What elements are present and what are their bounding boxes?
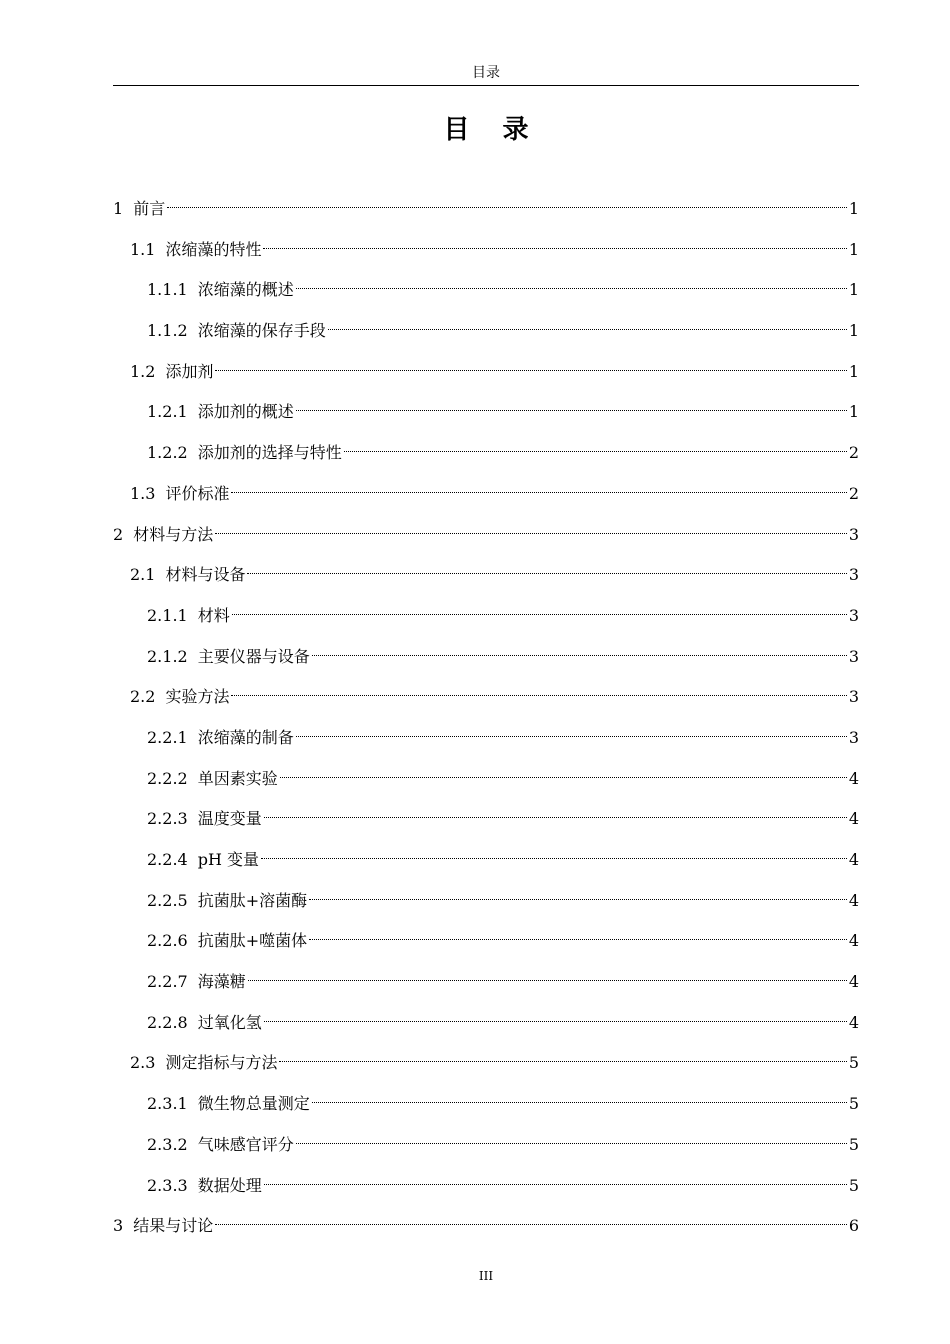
toc-dot-leader <box>247 554 846 580</box>
toc-entry-label: 材料与设备 <box>165 565 246 585</box>
toc-entry-page: 6 <box>848 1216 859 1236</box>
toc-dot-leader <box>309 880 847 906</box>
toc-entry-number: 3 <box>113 1216 124 1236</box>
toc-entry-label: 测定指标与方法 <box>165 1053 278 1073</box>
toc-entry[interactable] <box>113 717 859 758</box>
toc-entry[interactable] <box>113 798 859 839</box>
header-rule <box>113 85 859 86</box>
toc-entry[interactable] <box>113 1083 859 1124</box>
toc-dot-leader <box>312 1083 847 1109</box>
toc-entry-label: 结果与讨论 <box>133 1216 214 1236</box>
toc-entry-label: 浓缩藻的保存手段 <box>197 321 326 341</box>
toc-entry-number: 2.1 <box>130 565 156 585</box>
toc-entry-page: 5 <box>848 1175 859 1195</box>
toc-entry-page: 3 <box>848 565 859 585</box>
toc-entry-label: 添加剂的选择与特性 <box>197 443 342 463</box>
toc-entry-label: 浓缩藻的概述 <box>197 280 294 300</box>
toc-dot-leader <box>309 920 847 946</box>
toc-entry[interactable] <box>113 880 859 921</box>
toc-entry-label: 数据处理 <box>197 1175 262 1195</box>
toc-entry-number: 1.3 <box>130 483 156 503</box>
toc-entry-number: 1 <box>113 199 124 218</box>
toc-entry[interactable] <box>113 758 859 799</box>
toc-entry-number: 2.1.1 <box>147 605 188 625</box>
toc-dot-leader <box>296 717 847 743</box>
toc-entry[interactable] <box>113 554 859 595</box>
toc-entry-label: 温度变量 <box>197 809 262 829</box>
toc-entry[interactable] <box>113 188 859 229</box>
toc-entry-page: 4 <box>848 972 859 992</box>
toc-entry[interactable] <box>113 636 859 677</box>
toc-entry-page: 5 <box>848 1134 859 1154</box>
toc-entry-number: 2.1.2 <box>147 646 188 666</box>
toc-dot-leader <box>215 1205 847 1231</box>
toc-entry-page: 4 <box>848 850 859 869</box>
toc-entry[interactable] <box>113 595 859 636</box>
toc-entry-label: 微生物总量测定 <box>197 1094 310 1114</box>
toc-entry-page: 1 <box>848 199 859 218</box>
toc-entry[interactable] <box>113 961 859 1002</box>
table-of-contents <box>113 188 859 1246</box>
toc-entry-number: 2.2.6 <box>147 931 188 951</box>
toc-entry-number: 1.2.1 <box>147 402 188 422</box>
toc-entry-label: 单因素实验 <box>197 768 278 788</box>
toc-dot-leader <box>263 229 846 255</box>
toc-entry-number: 2.2.3 <box>147 809 188 829</box>
toc-entry-number: 2 <box>113 524 124 544</box>
toc-dot-leader <box>264 1002 847 1028</box>
toc-entry-label: 主要仪器与设备 <box>197 646 310 666</box>
toc-entry-number: 2.3.2 <box>147 1134 188 1154</box>
toc-entry[interactable] <box>113 1042 859 1083</box>
toc-dot-leader <box>280 758 847 784</box>
toc-entry-page: 1 <box>848 321 859 341</box>
toc-dot-leader <box>296 269 847 295</box>
toc-entry-label: 评价标准 <box>165 483 230 503</box>
toc-entry-page: 5 <box>848 1094 859 1114</box>
toc-dot-leader <box>232 595 847 621</box>
toc-entry-label: 材料 <box>197 605 230 625</box>
toc-entry-label: 抗菌肽+溶菌酶 <box>197 890 308 910</box>
toc-dot-leader <box>248 961 847 987</box>
toc-title: 目 录 <box>443 115 541 145</box>
toc-dot-leader <box>279 1042 846 1068</box>
toc-entry-page: 3 <box>848 727 859 747</box>
toc-entry-label: 前言 <box>133 199 166 218</box>
toc-entry-page: 2 <box>848 443 859 463</box>
toc-entry-page: 4 <box>848 1012 859 1032</box>
toc-dot-leader <box>167 188 847 214</box>
toc-entry-page: 1 <box>848 361 859 381</box>
toc-entry-label: 浓缩藻的制备 <box>197 727 294 747</box>
toc-dot-leader <box>215 514 847 540</box>
toc-entry[interactable] <box>113 1165 859 1206</box>
toc-entry[interactable] <box>113 310 859 351</box>
toc-entry[interactable] <box>113 676 859 717</box>
toc-entry-number: 2.2.2 <box>147 768 188 788</box>
toc-dot-leader <box>231 473 846 499</box>
page-number: III <box>478 1269 494 1283</box>
toc-entry[interactable] <box>113 920 859 961</box>
toc-entry-page: 2 <box>848 483 859 503</box>
toc-entry[interactable] <box>113 839 859 880</box>
toc-entry[interactable] <box>113 391 859 432</box>
toc-entry-number: 1.1.1 <box>147 280 188 300</box>
toc-entry-page: 4 <box>848 768 859 788</box>
toc-entry-page: 1 <box>848 402 859 422</box>
toc-dot-leader <box>296 391 847 417</box>
toc-entry-label: 材料与方法 <box>133 524 214 544</box>
toc-entry[interactable] <box>113 269 859 310</box>
toc-entry[interactable] <box>113 1124 859 1165</box>
toc-dot-leader <box>264 1165 847 1191</box>
toc-entry-page: 3 <box>848 524 859 544</box>
toc-entry-number: 2.3.1 <box>147 1094 188 1114</box>
toc-entry-number: 2.2.5 <box>147 890 188 910</box>
toc-dot-leader <box>231 676 846 702</box>
toc-entry-label: 添加剂 <box>165 361 214 381</box>
toc-dot-leader <box>312 636 847 662</box>
toc-entry-label: 抗菌肽+噬菌体 <box>197 931 308 951</box>
toc-entry-page: 4 <box>848 890 859 910</box>
toc-entry-page: 1 <box>848 280 859 300</box>
toc-entry[interactable] <box>113 351 859 392</box>
toc-entry-number: 2.3 <box>130 1053 156 1073</box>
toc-dot-leader <box>264 798 847 824</box>
toc-entry-page: 4 <box>848 809 859 829</box>
toc-entry-number: 2.3.3 <box>147 1175 188 1195</box>
toc-entry-number: 1.1.2 <box>147 321 188 341</box>
toc-entry-page: 5 <box>848 1053 859 1073</box>
toc-entry-label: 海藻糖 <box>197 972 246 992</box>
toc-dot-leader <box>215 351 846 377</box>
toc-dot-leader <box>344 432 847 458</box>
toc-dot-leader <box>328 310 847 336</box>
toc-entry-number: 1.2 <box>130 361 156 381</box>
toc-entry[interactable] <box>113 514 859 555</box>
toc-entry-label: 气味感官评分 <box>197 1134 294 1154</box>
toc-dot-leader <box>296 1124 847 1150</box>
toc-entry-page: 1 <box>848 239 859 259</box>
toc-entry[interactable] <box>113 1002 859 1043</box>
toc-entry-label: 过氧化氢 <box>197 1012 262 1032</box>
toc-entry-label: 浓缩藻的特性 <box>165 239 262 259</box>
toc-entry-page: 3 <box>848 605 859 625</box>
running-header: 目录 <box>472 65 500 81</box>
toc-entry-label: 实验方法 <box>165 687 230 707</box>
toc-entry-number: 2.2.1 <box>147 727 188 747</box>
toc-entry[interactable] <box>113 229 859 270</box>
toc-entry[interactable] <box>113 1205 859 1246</box>
toc-dot-leader <box>261 839 847 865</box>
toc-entry-number: 1.1 <box>130 239 156 259</box>
toc-entry-number: 2.2.8 <box>147 1012 188 1032</box>
toc-entry-label: 添加剂的概述 <box>197 402 294 422</box>
toc-entry-label: pH 变量 <box>197 850 260 869</box>
toc-entry[interactable] <box>113 432 859 473</box>
toc-entry-page: 3 <box>848 687 859 707</box>
toc-entry[interactable] <box>113 473 859 514</box>
toc-entry-page: 3 <box>848 646 859 666</box>
toc-entry-page: 4 <box>848 931 859 951</box>
toc-entry-number: 2.2.7 <box>147 972 188 992</box>
toc-entry-number: 2.2.4 <box>147 850 188 869</box>
toc-entry-number: 1.2.2 <box>147 443 188 463</box>
toc-entry-number: 2.2 <box>130 687 156 707</box>
